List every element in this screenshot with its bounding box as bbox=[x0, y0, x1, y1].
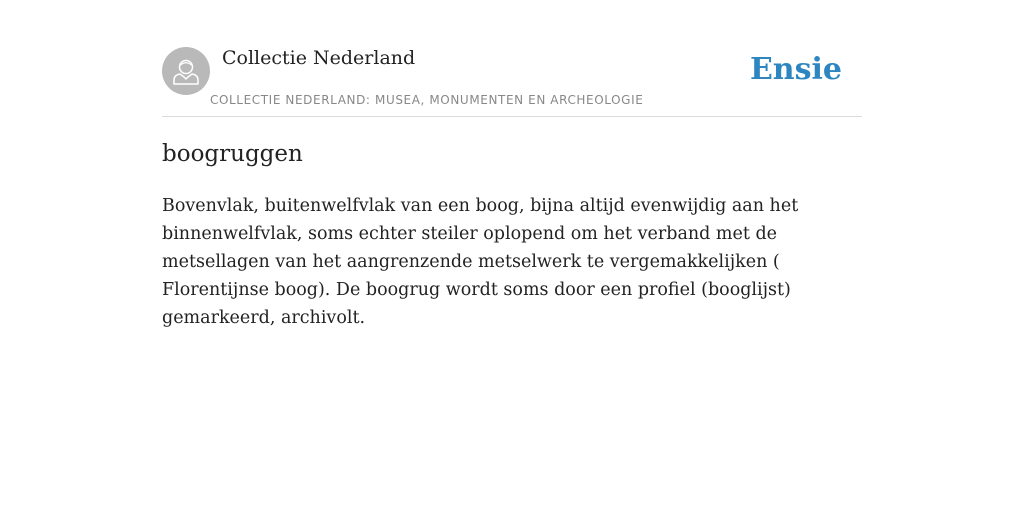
ensie-logo[interactable]: Ensie bbox=[749, 52, 842, 87]
author-name[interactable]: Collectie Nederland bbox=[222, 47, 416, 69]
source-label[interactable]: COLLECTIE NEDERLAND: MUSEA, MONUMENTEN EN ARCHEOLOGIE bbox=[210, 93, 644, 107]
user-silhouette-icon bbox=[162, 47, 210, 95]
entry-header bbox=[162, 0, 862, 117]
term-title: boogruggen bbox=[162, 141, 303, 167]
definition-text: Bovenvlak, buitenwelfvlak van een boog, bijna altijd evenwijdig aan het binnenwelfvlak, soms echter steiler oplopend om het verband met de metsellagen van het aangrenzende metselwerk te vergemakkelijken ( Florentijnse boog). De boogrug wordt soms door een profiel (booglijst) gemarkeerd, archivolt. bbox=[162, 196, 799, 328]
avatar[interactable] bbox=[162, 47, 210, 95]
